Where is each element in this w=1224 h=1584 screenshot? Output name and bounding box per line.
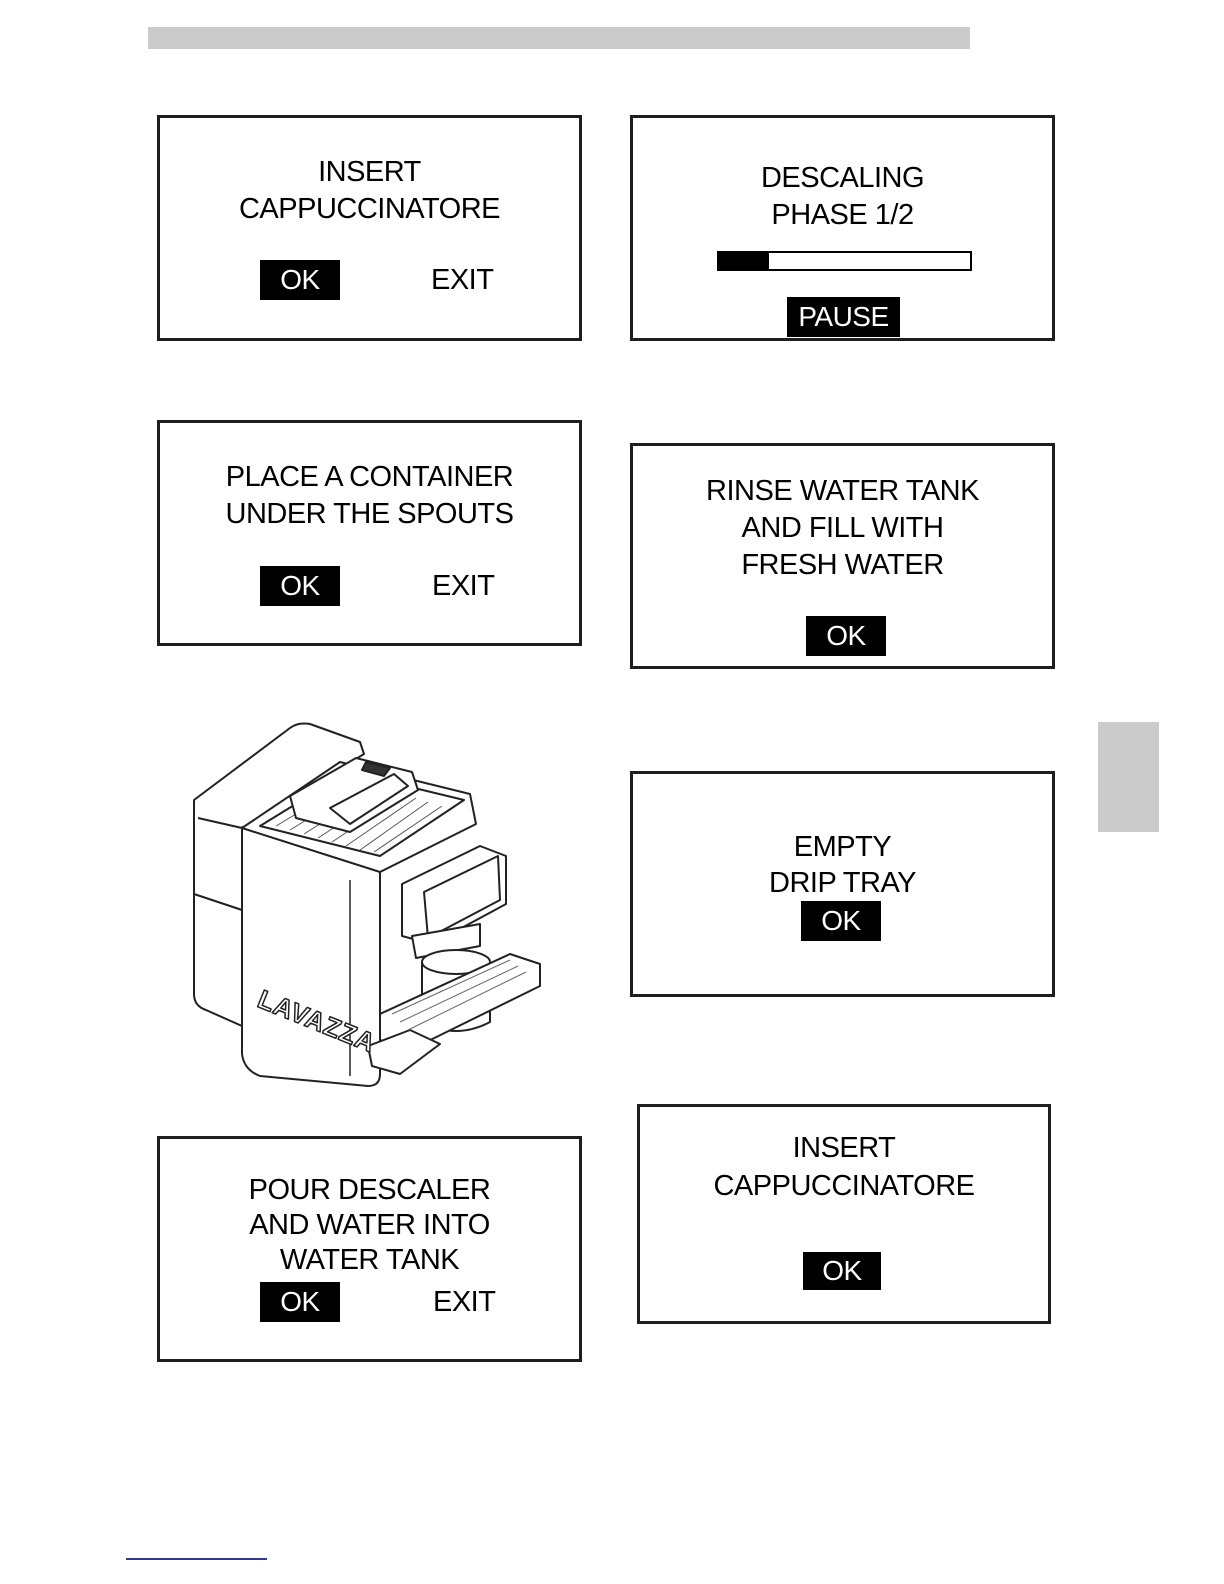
message-line: PLACE A CONTAINER [225, 461, 514, 493]
message [160, 154, 579, 228]
message [633, 160, 1052, 234]
section-tab [1098, 722, 1159, 832]
display-descaling [630, 115, 1055, 341]
display-place-container [157, 420, 582, 646]
message [160, 1173, 579, 1278]
message-line: FRESH WATER [741, 549, 944, 581]
exit-button[interactable]: EXIT [432, 570, 495, 602]
display-pour-descaler [157, 1136, 582, 1362]
message [633, 473, 1052, 584]
ok-button[interactable]: OK [806, 616, 886, 656]
display-insert-cappuccinatore [157, 115, 582, 341]
message-line: RINSE WATER TANK [706, 475, 979, 507]
svg-text:LAVAZZA: LAVAZZA [253, 983, 381, 1059]
ok-button[interactable]: OK [260, 566, 340, 606]
message-line: EMPTY [793, 831, 892, 863]
message-line: POUR DESCALER [248, 1174, 491, 1206]
message [633, 829, 1052, 901]
message [160, 459, 579, 533]
exit-button[interactable]: EXIT [433, 1286, 496, 1318]
message-line: WATER TANK [279, 1244, 460, 1276]
pause-button[interactable]: PAUSE [787, 297, 900, 337]
footnote-rule [126, 1558, 267, 1560]
message-line: AND FILL WITH [741, 512, 944, 544]
ok-button[interactable]: OK [803, 1252, 881, 1290]
ok-button[interactable]: OK [260, 1282, 340, 1322]
message-line: CAPPUCCINATORE [238, 193, 501, 225]
message-line: DESCALING [760, 162, 925, 194]
message [640, 1129, 1048, 1205]
display-insert-cappuccinatore-2 [637, 1104, 1051, 1324]
message-line: INSERT [318, 156, 421, 188]
exit-button[interactable]: EXIT [431, 264, 494, 296]
display-rinse-water-tank [630, 443, 1055, 669]
message-line: INSERT [792, 1132, 896, 1164]
ok-button[interactable]: OK [801, 901, 881, 941]
progress-fill [719, 253, 769, 269]
message-line: UNDER THE SPOUTS [225, 498, 514, 530]
display-empty-drip-tray [630, 771, 1055, 997]
coffee-machine-icon [180, 714, 560, 1099]
message-line: DRIP TRAY [769, 867, 916, 899]
ok-button[interactable]: OK [260, 260, 340, 300]
message-line: PHASE 1/2 [771, 199, 914, 231]
descaling-progress-bar [717, 251, 972, 271]
header-bar [148, 27, 970, 49]
message-line: AND WATER INTO [249, 1209, 490, 1241]
message-line: CAPPUCCINATORE [713, 1170, 975, 1202]
